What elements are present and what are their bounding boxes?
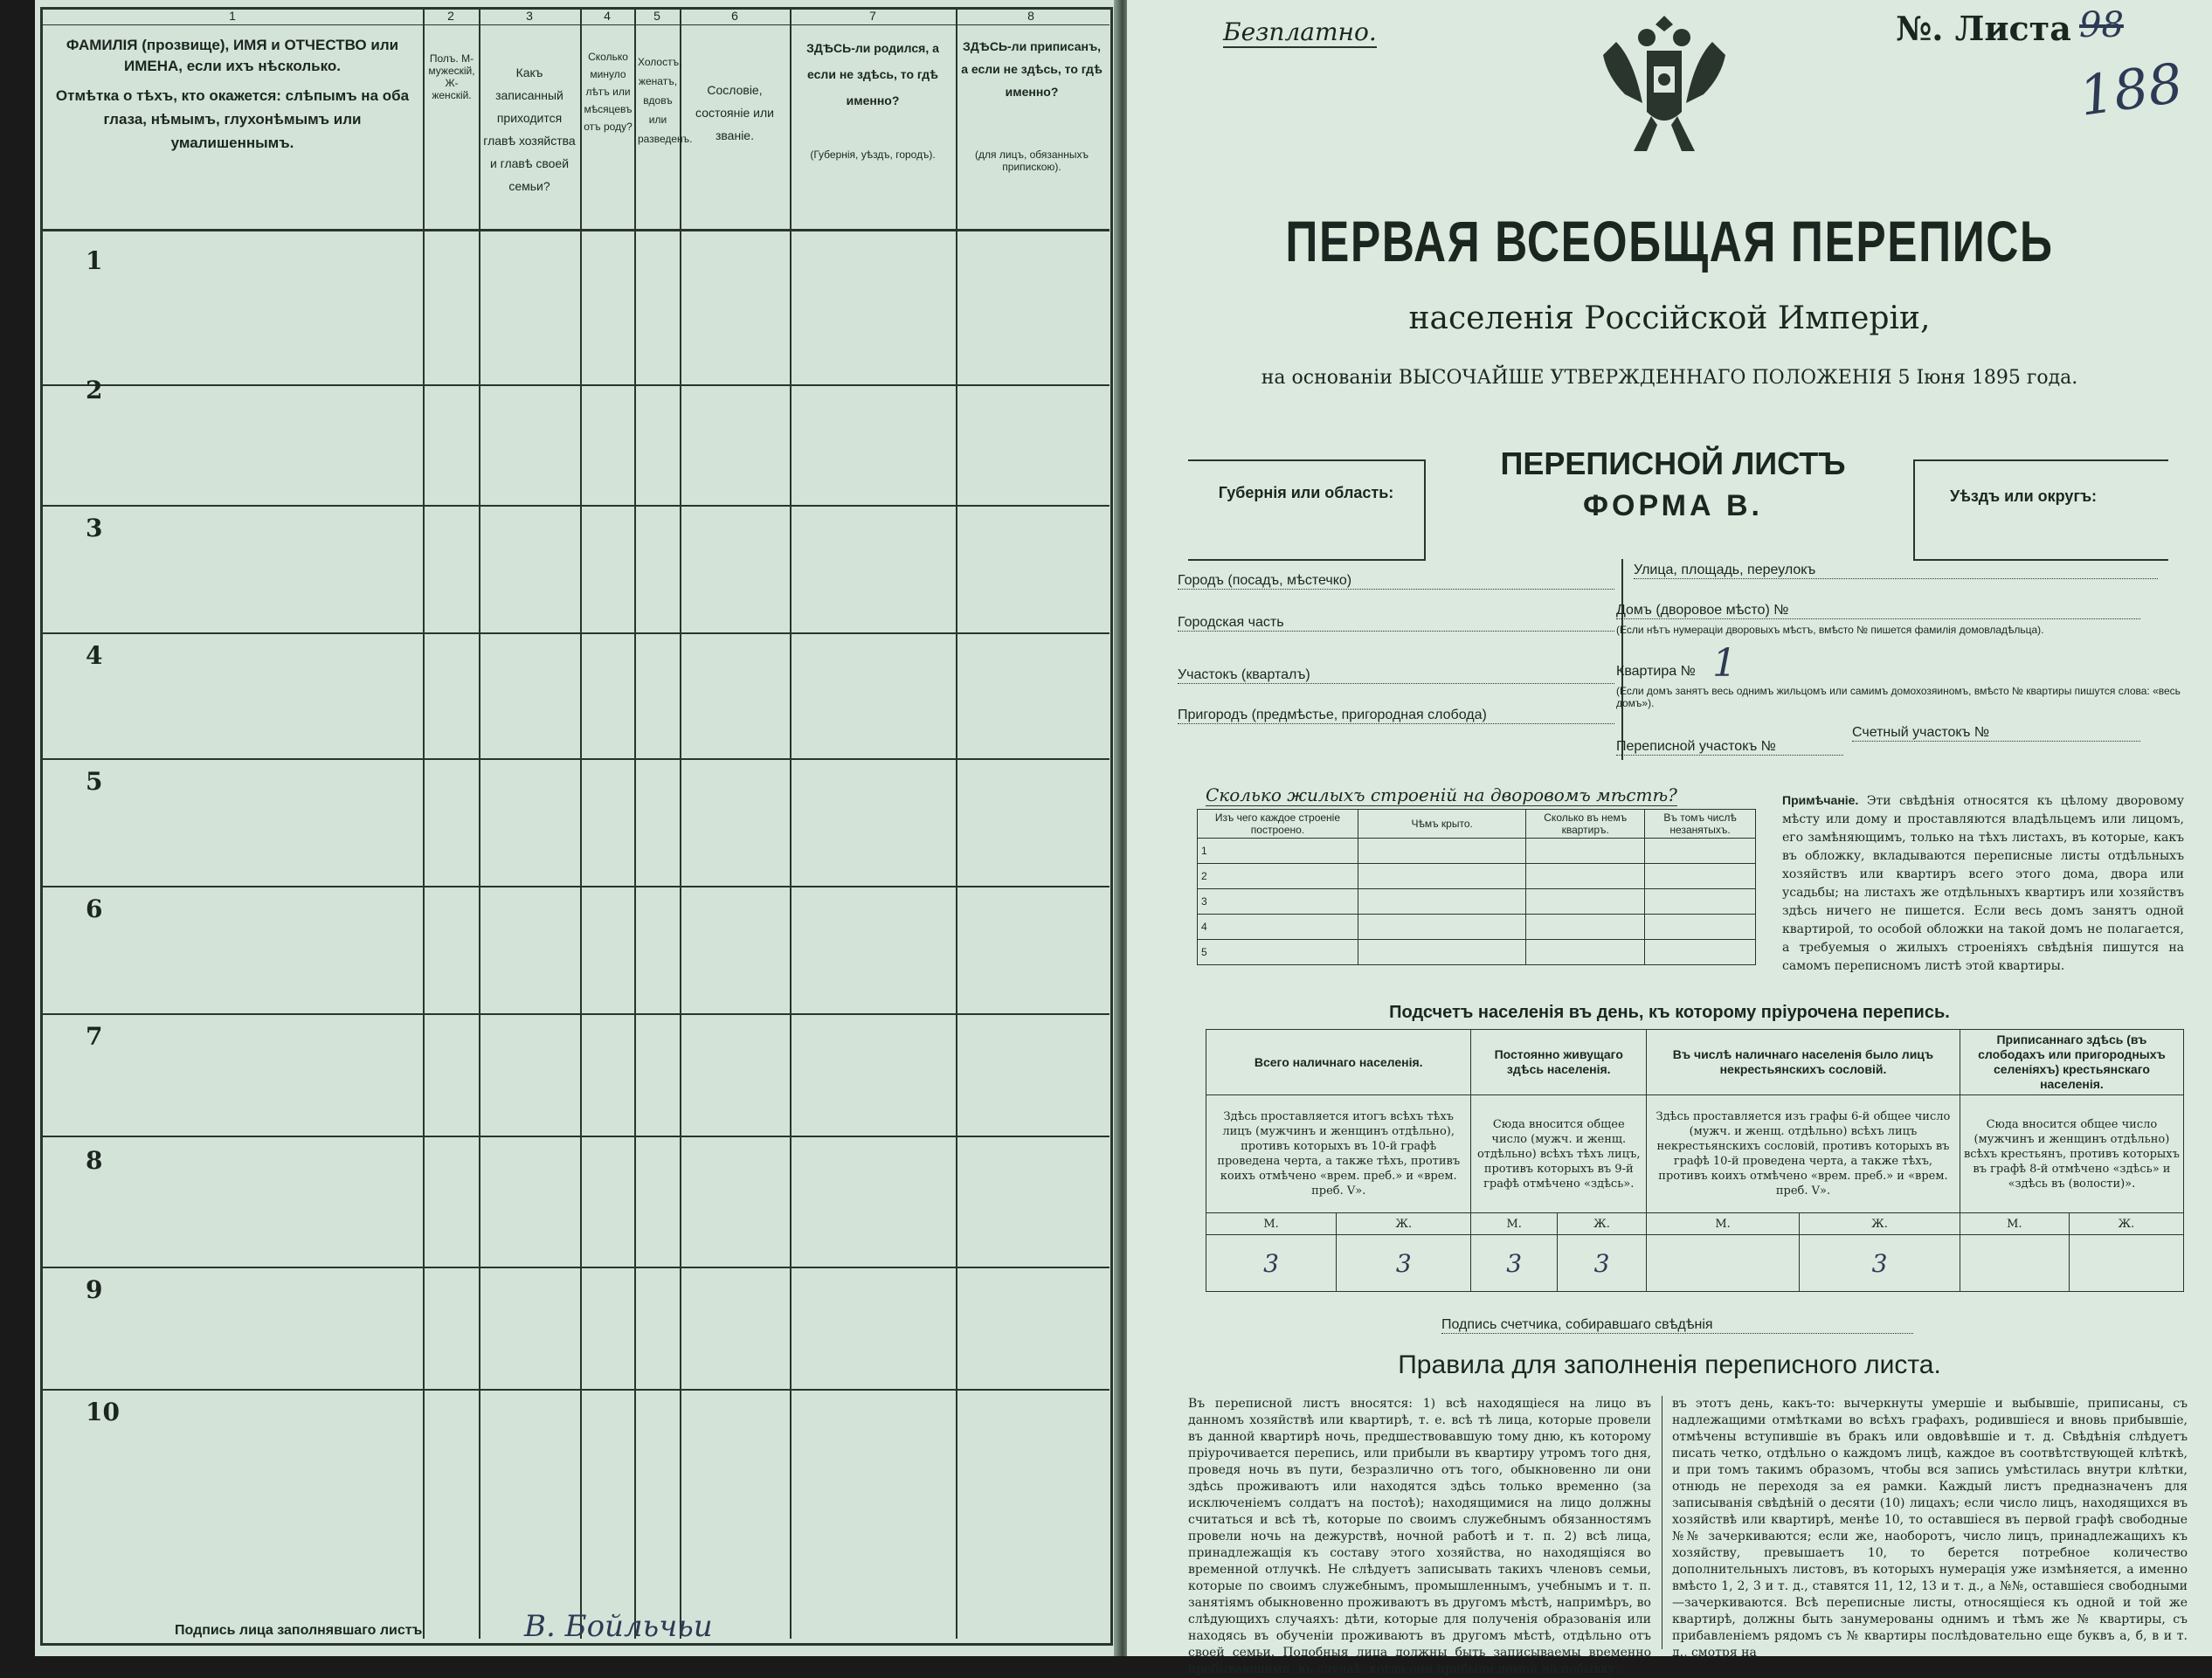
left-page <box>35 0 1118 1656</box>
signer-signature: В. Бойльчьи <box>524 1609 713 1644</box>
population-count-table <box>1206 1029 2184 1292</box>
buildings-row: 4 <box>1198 915 1358 940</box>
count-value: 3 <box>1471 1235 1558 1292</box>
census-area-field: Переписной участокъ № <box>1616 739 1843 756</box>
count-col-head: Приписаннаго здѣсь (въ слободахъ или пригородныхъ селеніяхъ) крестьянскаго населенія. <box>1960 1030 2183 1095</box>
col-num-4: 4 <box>604 9 611 23</box>
rules-left-column: Въ переписной листъ вносятся: 1) всѣ находящіеся на лицо въ данномъ хозяйствѣ или квартирѣ, т. е. всѣ тѣ лица, которые провели въ данной квартирѣ ночь, предшествовавшую тому дню, къ которому пріурочивается перепись, или прибыли въ квартиру утромъ того дня, проведя ночь въ пути, безразлично отъ того, обыкновенно ли они здѣсь проживаютъ или находятся здѣсь только временно (за исключеніемъ солдатъ на постоѣ); находящимися на лицо должны считаться и всѣ тѣ, которые по своимъ служебнымъ обязанностямъ провели ночь на дежурствѣ, ночной работѣ и т. п. 2) всѣ лица, принадлежащія къ составу этого хозяйства, но находящіяся во временной отлучкѣ. Не слѣдуетъ записывать такихъ членовъ семьи, которые по своимъ служебнымъ, промышленнымъ, учебнымъ и т. п. занятіямъ обыкновенно проживаютъ въ другомъ мѣстѣ, напримѣръ, во слѣдующихъ случаяхъ: дѣти, которые для полученія образованія или находясь въ обученіи проживаютъ въ другомъ мѣстѣ, отдѣльно отъ своей семьи. Подобныя лица должны быть записываемы временно пребывающими, въ случаѣ, когда они прибыли домой на побывку. <box>1188 1397 1651 1676</box>
buildings-question: Сколько жилыхъ строеній на дворовомъ мѣстѣ? <box>1206 784 1677 805</box>
buildings-row: 1 <box>1198 839 1358 864</box>
col-num-6: 6 <box>731 9 738 23</box>
count-value: 3 <box>1800 1235 1960 1292</box>
row-number: 9 <box>86 1275 103 1304</box>
row-number: 7 <box>86 1022 103 1051</box>
female-label: Ж. <box>2069 1213 2183 1235</box>
male-label: М. <box>1471 1213 1558 1235</box>
buildings-header: Сколько въ немъ квартиръ. <box>1526 810 1645 839</box>
apartment-value: 1 <box>1712 641 1737 686</box>
col-8-title: ЗДѢСЬ-ли приписанъ, а если не здѣсь, то гдѣ именно? <box>961 39 1103 99</box>
buildings-header: Въ томъ числѣ незанятыхъ. <box>1645 810 1756 839</box>
buildings-row: 3 <box>1198 889 1358 915</box>
count-area-field: Счетный участокъ № <box>1852 725 2140 742</box>
province-label: Губернія или область: <box>1218 484 1394 501</box>
row-number: 5 <box>86 767 103 796</box>
province-box <box>1188 459 1426 561</box>
col-1-title: ФАМИЛІЯ (прозвище), ИМЯ и ОТЧЕСТВО или ИМЕНА, если ихъ нѣсколько. <box>66 37 399 74</box>
sheet-number-struck: 98 <box>2079 5 2124 45</box>
male-label: М. <box>1647 1213 1800 1235</box>
col-1-note: Отмѣтка о тѣхъ, кто окажется: слѣпымъ на оба глаза, нѣмымъ, глухонѣмымъ или умалишеннымъ. <box>55 87 410 151</box>
buildings-header: Изъ чего каждое строеніе построено. <box>1198 810 1358 839</box>
female-label: Ж. <box>1337 1213 1471 1235</box>
male-label: М. <box>1960 1213 2069 1235</box>
free-label: Безплатно. <box>1223 17 1377 46</box>
col-6-title: Сословіе, состояніе или званіе. <box>695 83 774 142</box>
count-value <box>2069 1235 2183 1292</box>
note-text: Эти свѣдѣнія относятся къ цѣлому дворовому мѣсту или дому и проставляются владѣльцемъ или лицомъ, его замѣняющимъ, только на тѣхъ листахъ, въ которые, какъ въ обложку, вкладываются переписные листы отдѣльныхъ хозяйствъ или квартиръ всего этого дома, двора или усадьбы; на листахъ же отдѣльныхъ квартиръ или хозяйствъ здѣсь ничего не пишется. Если весь домъ занятъ одной квартирой, то особой обложки на такой домъ не полагается, а требуемыя о жилыхъ строеніяхъ свѣдѣнія пишутся на самомъ переписномъ листѣ этой квартиры. <box>1782 794 2185 973</box>
buildings-row: 2 <box>1198 864 1358 889</box>
col-num-3: 3 <box>526 9 533 23</box>
city-field: Городъ (посадъ, мѣстечко) <box>1178 573 1614 590</box>
col-5-title: Холостъ, женатъ, вдовъ или разведенъ. <box>638 56 693 145</box>
buildings-note <box>1782 791 2184 976</box>
census-title: ПЕРВАЯ ВСЕОБЩАЯ ПЕРЕПИСЬ <box>1285 209 2054 273</box>
county-box <box>1913 459 2168 561</box>
counter-signature-field: Подпись счетчика, собиравшаго свѣдѣнія <box>1441 1317 1913 1334</box>
house-field: Домъ (дворовое мѣсто) № <box>1616 603 2140 619</box>
sheet-number-label: №. Листа <box>1896 9 2071 48</box>
county-label: Уѣздъ или округъ: <box>1950 487 2098 505</box>
form-subtitle: ФОРМА В. <box>1582 489 1764 522</box>
col-7-title: ЗДѢСЬ-ли родился, а если не здѣсь, то гдѣ именно? <box>806 41 939 107</box>
suburb-field: Пригородъ (предмѣстье, пригородная слобода) <box>1178 708 1614 724</box>
buildings-row: 5 <box>1198 940 1358 965</box>
block-field: Участокъ (кварталъ) <box>1178 667 1614 684</box>
col-num-8: 8 <box>1027 9 1034 23</box>
col-2-title: Полъ. М-мужескій, Ж-женскій. <box>428 52 475 101</box>
row-number: 10 <box>86 1398 120 1426</box>
count-col-body: Сюда вносится общее число (мужч. и женщ. отдѣльно) всѣхъ тѣхъ лицъ, противъ которыхъ въ 9-й графѣ отмѣчено «здѣсь». <box>1471 1095 1647 1213</box>
signer-label: Подпись лица заполнявшаго листъ <box>175 1623 423 1638</box>
female-label: Ж. <box>1800 1213 1960 1235</box>
apartment-note: (Если домъ занятъ весь однимъ жильцомъ или самимъ домохозяиномъ, вмѣсто № квартиры пишутся слова: «весь домъ»). <box>1616 685 2181 709</box>
census-subtitle: населенія Россійской Имперіи, <box>1408 300 1931 336</box>
male-label: М. <box>1206 1213 1337 1235</box>
count-col-body: Сюда вносится общее число (мужчинъ и женщинъ отдѣльно) всѣхъ крестьянъ, противъ которыхъ въ графѣ 8-й отмѣчено «здѣсь» и «здѣсь въ (волости)». <box>1960 1095 2183 1213</box>
col-num-1: 1 <box>229 9 236 23</box>
left-table-frame <box>40 7 1113 1646</box>
row-number: 1 <box>86 246 103 275</box>
count-col-body: Здѣсь проставляется итогъ всѣхъ тѣхъ лицъ (мужчинъ и женщинъ отдѣльно), противъ которыхъ въ 10-й графѣ проведена черта, а также тѣхъ, противъ коихъ отмѣчено «врем. преб.» и «врем. преб. V». <box>1206 1095 1471 1213</box>
col-num-7: 7 <box>869 9 876 23</box>
imperial-eagle-emblem <box>1599 7 1730 164</box>
count-col-head: Постоянно живущаго здѣсь населенія. <box>1471 1030 1647 1095</box>
rules-title: Правила для заполненія переписного листа. <box>1398 1350 1941 1379</box>
female-label: Ж. <box>1558 1213 1647 1235</box>
col-num-2: 2 <box>447 9 454 23</box>
count-value <box>1647 1235 1800 1292</box>
note-title: Примѣчаніе. <box>1782 793 1859 807</box>
count-col-head: Всего наличнаго населенія. <box>1206 1030 1471 1095</box>
rules-right-column: въ этотъ день, какъ-то: вычеркнуты умершіе и выбывшіе, приписаны, съ надлежащими отмѣтками во всѣхъ графахъ, родившіеся и вновь прибывшіе, отмѣчены вступившіе въ бракъ или овдовѣвшіе и т. д. Свѣдѣнія слѣдуетъ писать четко, отдѣльно о каждомъ лицѣ, каждое въ соотвѣтствующей клѣткѣ, и при томъ такимъ образомъ, чтобы вся запись умѣстилась внутри клѣтки, отнюдь не переходя за ея рамки. Каждый листъ предназначенъ для записыванія свѣдѣній о десяти (10) лицахъ; если число лицъ, находящихся въ хозяйствѣ или квартирѣ, менѣе 10, то оставшіеся въ первой графѣ свободные №№ зачеркиваются; если же, наоборотъ, число лицъ, принадлежащихъ къ хозяйству, превышаетъ 10, то берется потребное количество дополнительныхъ листовъ, въ которыхъ нумерація уже измѣняется, а именно вмѣсто 1, 2, 3 и т. д., ставятся 11, 12, 13 и т. д., а №№, оставшіеся свободными—зачеркиваются. Всѣ переписные листы, относящіеся къ одной и той же квартирѣ, должны быть занумерованы однимъ и тѣмъ же № квартиры, съ прибавленіемъ рядомъ съ № квартиры послѣдовательно еще буквъ а, б, в и т. д., смотря на <box>1672 1397 2188 1660</box>
col-3-title: Какъ записанный приходится главѣ хозяйства и главѣ своей семьи? <box>483 66 576 193</box>
row-number: 2 <box>86 376 103 404</box>
house-note: (Если нѣтъ нумераціи дворовыхъ мѣстъ, вмѣсто № пишется фамилія домовладѣльца). <box>1616 624 2044 636</box>
count-col-head: Въ числѣ наличнаго населенія было лицъ некрестьянскихъ сословій. <box>1647 1030 1960 1095</box>
col-4-title: Сколько минуло лѣтъ или мѣсяцевъ отъ роду? <box>584 51 632 133</box>
count-title: Подсчетъ населенія въ день, къ которому пріурочена перепись. <box>1389 1003 1950 1022</box>
street-field: Улица, площадь, переулокъ <box>1634 563 2158 579</box>
count-value: 3 <box>1337 1235 1471 1292</box>
buildings-table <box>1197 809 1756 965</box>
count-value <box>1960 1235 2069 1292</box>
right-page <box>1127 0 2212 1676</box>
col-8-note: (для лицъ, обязанныхъ припискою). <box>975 148 1089 173</box>
count-value: 3 <box>1558 1235 1647 1292</box>
row-number: 8 <box>86 1146 103 1175</box>
row-number: 3 <box>86 514 103 542</box>
count-value: 3 <box>1206 1235 1337 1292</box>
buildings-header: Чѣмъ крыто. <box>1358 810 1525 839</box>
row-number: 6 <box>86 894 103 923</box>
census-basis: на основаніи ВЫСОЧАЙШЕ УТВЕРЖДЕННАГО ПОЛОЖЕНІЯ 5 Іюня 1895 года. <box>1261 367 2078 389</box>
city-district-field: Городская часть <box>1178 615 1614 632</box>
col-7-note: (Губернія, уѣздъ, городъ). <box>810 148 936 161</box>
apartment-label: Квартира № <box>1616 664 1696 679</box>
sheet-number-handwritten: 188 <box>2075 51 2187 128</box>
row-number: 4 <box>86 641 103 670</box>
count-col-body: Здѣсь проставляется изъ графы 6-й общее число (мужч. и женщ. отдѣльно) всѣхъ лицъ некрестьянскихъ сословій, противъ которыхъ въ графѣ 10-й проведена черта, а также тѣхъ, противъ коихъ отмѣчено «врем. преб.» и «врем. преб. V». <box>1647 1095 1960 1213</box>
form-title: ПЕРЕПИСНОЙ ЛИСТЪ <box>1500 445 1846 481</box>
col-num-5: 5 <box>653 9 660 23</box>
